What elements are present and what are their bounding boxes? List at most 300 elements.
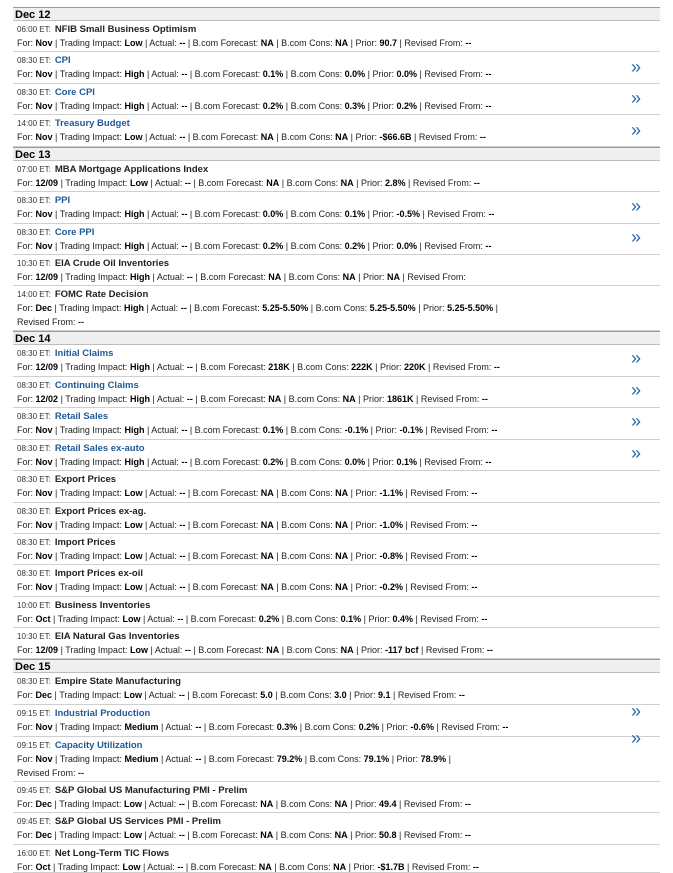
forecast-label: B.com Forecast:	[194, 101, 261, 111]
event-title-line	[17, 195, 70, 206]
prior-label: Prior:	[368, 614, 390, 624]
revised-value: --	[464, 830, 471, 840]
prior-label: Prior:	[362, 272, 385, 282]
event-time: 08:30 ET:	[17, 228, 51, 237]
prior-value: 5.25-5.50%	[447, 303, 494, 313]
event-row	[13, 471, 660, 503]
event-row	[13, 21, 660, 52]
prior-value: -0.2%	[379, 582, 403, 592]
cons-label: B.com Cons:	[290, 69, 343, 79]
actual-label: Actual:	[148, 799, 177, 809]
forecast-value: NA	[260, 520, 274, 530]
for-label: For:	[17, 862, 34, 872]
cons-value: NA	[340, 178, 354, 188]
event-link[interactable]: Initial Claims	[54, 348, 114, 359]
prior-value: 50.8	[378, 830, 397, 840]
event-link[interactable]: Core CPI	[54, 87, 95, 98]
actual-label: Actual:	[149, 520, 177, 530]
prior-value: 0.1%	[396, 457, 418, 467]
for-value: 12/09	[35, 362, 59, 372]
revised-value: --	[464, 799, 471, 809]
prior-label: Prior:	[396, 754, 419, 764]
prior-value: -1.1%	[379, 488, 403, 498]
impact-value: Low	[122, 614, 141, 624]
for-label: For:	[17, 722, 34, 732]
actual-label: Actual:	[165, 754, 193, 764]
event-time: 08:30 ET:	[17, 677, 51, 686]
event-details-line: For: Dec | Trading Impact: High | Actual: -- | B.com Forecast: 5.25-5.50% | B.com Cons: 5.25-5.50% | Prior: 5.25-5.50% |	[17, 303, 498, 313]
impact-value: Low	[123, 830, 142, 840]
event-link[interactable]: Core PPI	[54, 227, 95, 238]
event-details-line: For: Nov | Trading Impact: High | Actual: -- | B.com Forecast: 0.0% | B.com Cons: 0.1% | Prior: -0.5% | Revised From: --	[17, 209, 495, 219]
for-label: For:	[17, 690, 34, 700]
event-title-line	[17, 631, 180, 642]
prior-value: 49.4	[378, 799, 397, 809]
cons-label: B.com Cons:	[304, 722, 357, 732]
revised-label: Revised From:	[410, 488, 469, 498]
event-details-line: For: 12/09 | Trading Impact: High | Actual: -- | B.com Forecast: 218K | B.com Cons: 222K | Prior: 220K | Revised From: --	[17, 362, 500, 372]
actual-value: --	[179, 582, 186, 592]
for-value: Nov	[35, 722, 53, 732]
prior-value: 78.9%	[420, 754, 447, 764]
forecast-label: B.com Forecast:	[198, 645, 264, 655]
prior-label: Prior:	[375, 425, 397, 435]
event-details-line: For: Nov | Trading Impact: High | Actual: -- | B.com Forecast: 0.1% | B.com Cons: -0.1% | Prior: -0.1% | Revised From: --	[17, 425, 498, 435]
forecast-label: B.com Forecast:	[192, 830, 258, 840]
event-title-line	[17, 708, 150, 719]
cons-label: B.com Cons:	[290, 425, 343, 435]
revised-label: Revised From:	[424, 101, 483, 111]
actual-label: Actual:	[149, 132, 177, 142]
event-row	[13, 673, 660, 705]
event-row	[13, 782, 660, 813]
revised-label: Revised From:	[418, 132, 478, 142]
event-time: 09:15 ET:	[17, 709, 51, 718]
forecast-value: 79.2%	[276, 754, 303, 764]
double-chevron-right-icon[interactable]: »	[631, 196, 642, 216]
revised-label: Revised From:	[397, 690, 457, 700]
event-time: 14:00 ET:	[17, 290, 51, 299]
revised-value: --	[481, 394, 488, 404]
prior-label: Prior:	[354, 830, 377, 840]
forecast-label: B.com Forecast:	[200, 394, 266, 404]
for-value: Nov	[35, 101, 53, 111]
revised-label: Revised From:	[403, 799, 463, 809]
event-details-line: For: Nov | Trading Impact: Low | Actual: -- | B.com Forecast: NA | B.com Cons: NA | Prior: -1.0% | Revised From: --	[17, 520, 478, 530]
double-chevron-right-icon[interactable]: »	[631, 57, 642, 77]
impact-value: High	[129, 394, 150, 404]
for-value: 12/09	[35, 645, 59, 655]
event-row	[13, 503, 660, 534]
event-details-line: For: Nov | Trading Impact: Medium | Actual: -- | B.com Forecast: 79.2% | B.com Cons: 79.1% | Prior: 78.9% |	[17, 754, 451, 764]
event-title-line	[17, 87, 95, 98]
prior-label: Prior:	[353, 690, 376, 700]
event-title-line	[17, 506, 146, 517]
forecast-value: NA	[260, 799, 274, 809]
prior-value: 90.7	[379, 38, 398, 48]
event-name: S&P Global US Services PMI - Prelim	[54, 816, 221, 827]
cons-label: B.com Cons:	[288, 272, 341, 282]
event-details-line: For: Nov | Trading Impact: Low | Actual: -- | B.com Forecast: NA | B.com Cons: NA | Prior: -0.2% | Revised From: --	[17, 582, 478, 592]
impact-value: High	[124, 457, 145, 467]
event-time: 08:30 ET:	[17, 56, 51, 65]
for-label: For:	[17, 394, 34, 404]
revised-value: --	[78, 317, 85, 327]
event-name: Import Prices ex-oil	[54, 568, 143, 579]
actual-value: --	[179, 551, 186, 561]
event-name: NFIB Small Business Optimism	[54, 24, 197, 35]
event-link[interactable]: PPI	[54, 195, 71, 206]
for-value: Oct	[35, 862, 51, 872]
revised-value: --	[481, 614, 488, 624]
double-chevron-right-icon[interactable]: »	[631, 120, 642, 140]
cons-value: 0.0%	[344, 457, 366, 467]
event-title-line	[17, 816, 221, 827]
forecast-value: 0.1%	[262, 425, 284, 435]
revised-label: Revised From:	[424, 457, 483, 467]
event-link[interactable]: Continuing Claims	[54, 380, 139, 391]
revised-value: --	[472, 862, 479, 872]
forecast-label: B.com Forecast:	[208, 722, 275, 732]
forecast-label: B.com Forecast:	[192, 488, 259, 498]
actual-value: --	[178, 690, 185, 700]
actual-value: --	[178, 799, 185, 809]
event-title-line	[17, 443, 145, 454]
for-value: Dec	[35, 303, 53, 313]
double-chevron-right-icon[interactable]: »	[631, 348, 642, 368]
forecast-label: B.com Forecast:	[194, 241, 261, 251]
revised-value: --	[471, 551, 478, 561]
event-row	[13, 628, 660, 659]
prior-value: 9.1	[378, 690, 391, 700]
actual-label: Actual:	[147, 614, 175, 624]
actual-value: --	[181, 241, 188, 251]
actual-label: Actual:	[154, 178, 183, 188]
impact-label: Trading Impact:	[59, 303, 122, 313]
event-title-line	[17, 568, 143, 579]
for-label: For:	[17, 241, 34, 251]
event-title-line	[17, 537, 116, 548]
prior-label: Prior:	[355, 488, 377, 498]
prior-label: Prior:	[360, 645, 383, 655]
revised-label: Revised From:	[410, 582, 469, 592]
event-details-line: For: Oct | Trading Impact: Low | Actual: -- | B.com Forecast: NA | B.com Cons: NA | Prior: -$1.7B | Revised From: --	[17, 862, 479, 872]
forecast-label: B.com Forecast:	[200, 272, 266, 282]
for-label: For:	[17, 799, 34, 809]
forecast-label: B.com Forecast:	[194, 209, 261, 219]
event-details-line: For: 12/09 | Trading Impact: Low | Actual: -- | B.com Forecast: NA | B.com Cons: NA | Prior: -117 bcf | Revised From: --	[17, 645, 493, 655]
event-name: Business Inventories	[54, 600, 151, 611]
actual-label: Actual:	[165, 722, 193, 732]
prior-label: Prior:	[386, 722, 409, 732]
revised-value: --	[485, 101, 492, 111]
forecast-value: NA	[266, 178, 280, 188]
double-chevron-right-icon[interactable]: »	[631, 701, 642, 721]
cons-value: 0.2%	[358, 722, 380, 732]
event-name: EIA Natural Gas Inventories	[54, 631, 180, 642]
forecast-value: NA	[268, 394, 282, 404]
actual-label: Actual:	[156, 394, 185, 404]
forecast-label: B.com Forecast:	[192, 132, 259, 142]
prior-label: Prior:	[423, 303, 445, 313]
event-name: MBA Mortgage Applications Index	[54, 164, 209, 175]
for-value: Nov	[35, 488, 53, 498]
event-details-line: For: Dec | Trading Impact: Low | Actual: -- | B.com Forecast: 5.0 | B.com Cons: 3.0 | Prior: 9.1 | Revised From: --	[17, 690, 465, 700]
event-row	[13, 737, 660, 782]
event-title-line	[17, 348, 113, 359]
double-chevron-right-icon[interactable]: »	[631, 443, 642, 463]
actual-value: --	[181, 101, 188, 111]
actual-value: --	[184, 645, 191, 655]
actual-label: Actual:	[156, 272, 185, 282]
cons-label: B.com Cons:	[280, 830, 333, 840]
actual-label: Actual:	[151, 241, 179, 251]
impact-label: Trading Impact:	[57, 614, 120, 624]
for-value: Nov	[35, 520, 53, 530]
forecast-value: NA	[260, 551, 274, 561]
for-label: For:	[17, 69, 34, 79]
forecast-label: B.com Forecast:	[192, 582, 259, 592]
event-details-line: For: 12/02 | Trading Impact: High | Actual: -- | B.com Forecast: NA | B.com Cons: NA | Prior: 1861K | Revised From: --	[17, 394, 488, 404]
impact-label: Trading Impact:	[59, 425, 122, 435]
forecast-value: 0.0%	[262, 209, 284, 219]
prior-label: Prior:	[372, 69, 394, 79]
event-link[interactable]: Treasury Budget	[54, 118, 130, 129]
event-time: 08:30 ET:	[17, 507, 51, 516]
impact-value: Low	[124, 132, 143, 142]
prior-value: 0.4%	[392, 614, 414, 624]
forecast-value: NA	[260, 830, 274, 840]
actual-label: Actual:	[148, 690, 177, 700]
for-label: For:	[17, 272, 34, 282]
forecast-value: NA	[260, 582, 274, 592]
for-value: 12/02	[35, 394, 59, 404]
forecast-value: NA	[258, 862, 272, 872]
actual-value: --	[179, 38, 186, 48]
revised-label: Revised From:	[410, 520, 469, 530]
event-time: 10:30 ET:	[17, 259, 51, 268]
cons-label: B.com Cons:	[288, 394, 341, 404]
actual-label: Actual:	[148, 830, 177, 840]
for-value: Dec	[35, 799, 53, 809]
impact-value: High	[124, 69, 145, 79]
day-header: Dec 13	[13, 147, 660, 161]
event-title-line	[17, 380, 139, 391]
event-row	[13, 224, 660, 255]
actual-label: Actual:	[149, 551, 177, 561]
prior-value: -0.8%	[379, 551, 403, 561]
cons-label: B.com Cons:	[297, 362, 349, 372]
impact-value: Medium	[124, 722, 159, 732]
actual-label: Actual:	[150, 303, 179, 313]
for-label: For:	[17, 457, 34, 467]
event-link[interactable]: Retail Sales	[54, 411, 109, 422]
event-details-line: For: Nov | Trading Impact: Low | Actual: -- | B.com Forecast: NA | B.com Cons: NA | Prior: -$66.6B | Revised From: --	[17, 132, 486, 142]
event-title-line	[17, 600, 150, 611]
forecast-value: 5.25-5.50%	[262, 303, 309, 313]
for-label: For:	[17, 38, 34, 48]
impact-label: Trading Impact:	[57, 862, 120, 872]
event-details-line: For: Nov | Trading Impact: High | Actual: -- | B.com Forecast: 0.2% | B.com Cons: 0.2% | Prior: 0.0% | Revised From: --	[17, 241, 492, 251]
prior-label: Prior:	[355, 520, 377, 530]
event-name: Net Long-Term TIC Flows	[54, 848, 170, 859]
event-time: 08:30 ET:	[17, 349, 51, 358]
revised-value: --	[458, 690, 465, 700]
event-details-line-continued	[17, 317, 84, 327]
revised-label: Revised From:	[432, 362, 492, 372]
event-row	[13, 52, 660, 84]
revised-label: Revised From:	[430, 425, 489, 435]
event-link[interactable]: Industrial Production	[54, 708, 151, 719]
revised-label: Revised From:	[404, 38, 463, 48]
forecast-label: B.com Forecast:	[194, 69, 261, 79]
prior-label: Prior:	[355, 132, 377, 142]
event-time: 08:30 ET:	[17, 538, 51, 547]
revised-value: --	[78, 768, 85, 778]
impact-label: Trading Impact:	[59, 722, 122, 732]
prior-label: Prior:	[353, 862, 375, 872]
cons-value: NA	[335, 38, 349, 48]
prior-value: 2.8%	[385, 178, 406, 188]
impact-value: Low	[129, 178, 148, 188]
event-row	[13, 440, 660, 471]
cons-value: 0.3%	[344, 101, 366, 111]
forecast-label: B.com Forecast:	[190, 614, 257, 624]
revised-value: --	[493, 362, 500, 372]
cons-label: B.com Cons:	[281, 132, 333, 142]
cons-label: B.com Cons:	[286, 178, 339, 188]
cons-value: NA	[335, 551, 349, 561]
prior-value: -117 bcf	[385, 645, 419, 655]
revised-value: --	[485, 457, 492, 467]
forecast-label: B.com Forecast:	[208, 754, 275, 764]
event-time: 08:30 ET:	[17, 444, 51, 453]
for-value: Nov	[35, 209, 53, 219]
impact-value: Low	[122, 862, 141, 872]
actual-label: Actual:	[151, 69, 179, 79]
cons-value: 0.0%	[344, 69, 366, 79]
revised-value: --	[471, 488, 478, 498]
event-title-line	[17, 676, 181, 687]
event-details-line: For: Nov | Trading Impact: Low | Actual: -- | B.com Forecast: NA | B.com Cons: NA | Prior: -1.1% | Revised From: --	[17, 488, 478, 498]
impact-value: High	[124, 241, 145, 251]
event-time: 08:30 ET:	[17, 381, 51, 390]
double-chevron-right-icon[interactable]: »	[631, 380, 642, 400]
event-name: EIA Crude Oil Inventories	[54, 258, 170, 269]
for-value: 12/09	[35, 272, 59, 282]
impact-label: Trading Impact:	[59, 830, 122, 840]
impact-value: Low	[124, 582, 143, 592]
cons-value: NA	[342, 272, 356, 282]
revised-label: Revised From:	[420, 614, 479, 624]
event-details-line: For: Nov | Trading Impact: High | Actual: -- | B.com Forecast: 0.1% | B.com Cons: 0.0% | Prior: 0.0% | Revised From: --	[17, 69, 492, 79]
forecast-value: 0.3%	[276, 722, 298, 732]
event-details-line: For: Nov | Trading Impact: High | Actual: -- | B.com Forecast: 0.2% | B.com Cons: 0.0% | Prior: 0.1% | Revised From: --	[17, 457, 492, 467]
for-value: Dec	[35, 690, 53, 700]
for-value: Nov	[35, 69, 53, 79]
cons-value: 0.1%	[344, 209, 366, 219]
double-chevron-right-icon[interactable]: »	[631, 227, 642, 247]
cons-value: NA	[335, 582, 349, 592]
event-row	[13, 84, 660, 115]
impact-value: High	[124, 101, 145, 111]
prior-value: 220K	[404, 362, 426, 372]
prior-value: NA	[387, 272, 400, 282]
actual-label: Actual:	[151, 209, 179, 219]
cons-value: 0.1%	[340, 614, 362, 624]
cons-value: 3.0	[334, 690, 347, 700]
prior-value: -$66.6B	[379, 132, 412, 142]
for-value: Nov	[35, 38, 53, 48]
impact-value: Low	[124, 520, 143, 530]
event-link[interactable]: CPI	[54, 55, 71, 66]
prior-label: Prior:	[360, 178, 383, 188]
forecast-value: NA	[266, 645, 280, 655]
cons-value: NA	[340, 645, 354, 655]
double-chevron-right-icon[interactable]: »	[631, 411, 642, 431]
forecast-label: B.com Forecast:	[200, 362, 266, 372]
cons-value: -0.1%	[344, 425, 369, 435]
actual-label: Actual:	[154, 645, 183, 655]
cons-value: NA	[333, 862, 347, 872]
forecast-value: NA	[260, 132, 274, 142]
for-label: For:	[17, 614, 34, 624]
cons-value: NA	[335, 132, 349, 142]
impact-label: Trading Impact:	[59, 241, 122, 251]
prior-value: -0.1%	[399, 425, 424, 435]
event-link[interactable]: Retail Sales ex-auto	[54, 443, 145, 454]
impact-value: High	[123, 303, 144, 313]
impact-label: Trading Impact:	[59, 551, 122, 561]
actual-value: --	[177, 614, 184, 624]
actual-value: --	[179, 132, 186, 142]
actual-value: --	[181, 457, 188, 467]
event-name: FOMC Rate Decision	[54, 289, 149, 300]
prior-label: Prior:	[372, 241, 394, 251]
impact-label: Trading Impact:	[59, 520, 122, 530]
forecast-label: B.com Forecast:	[192, 38, 259, 48]
revised-value: --	[486, 645, 493, 655]
revised-label: Revised From:	[403, 830, 463, 840]
for-value: Nov	[35, 457, 53, 467]
revised-label: Revised From:	[17, 317, 76, 327]
actual-label: Actual:	[149, 488, 177, 498]
impact-value: High	[124, 209, 145, 219]
for-label: For:	[17, 209, 34, 219]
impact-value: Low	[123, 690, 142, 700]
double-chevron-right-icon[interactable]: »	[631, 88, 642, 108]
forecast-value: 0.1%	[262, 69, 284, 79]
impact-value: Medium	[124, 754, 159, 764]
actual-value: --	[179, 520, 186, 530]
double-chevron-right-icon[interactable]: »	[631, 728, 642, 748]
forecast-label: B.com Forecast:	[192, 690, 258, 700]
event-link[interactable]: Capacity Utilization	[54, 740, 143, 751]
impact-label: Trading Impact:	[59, 69, 122, 79]
forecast-value: NA	[268, 272, 282, 282]
cons-value: NA	[335, 488, 349, 498]
forecast-label: B.com Forecast:	[192, 520, 259, 530]
impact-value: High	[124, 425, 145, 435]
cons-label: B.com Cons:	[279, 862, 331, 872]
revised-label: Revised From:	[425, 645, 485, 655]
cons-label: B.com Cons:	[280, 690, 332, 700]
event-details-line: For: Oct | Trading Impact: Low | Actual: -- | B.com Forecast: 0.2% | B.com Cons: 0.1% | Prior: 0.4% | Revised From: --	[17, 614, 488, 624]
forecast-label: B.com Forecast:	[194, 425, 261, 435]
event-title-line	[17, 474, 116, 485]
event-title-line	[17, 24, 196, 35]
event-row	[13, 534, 660, 565]
